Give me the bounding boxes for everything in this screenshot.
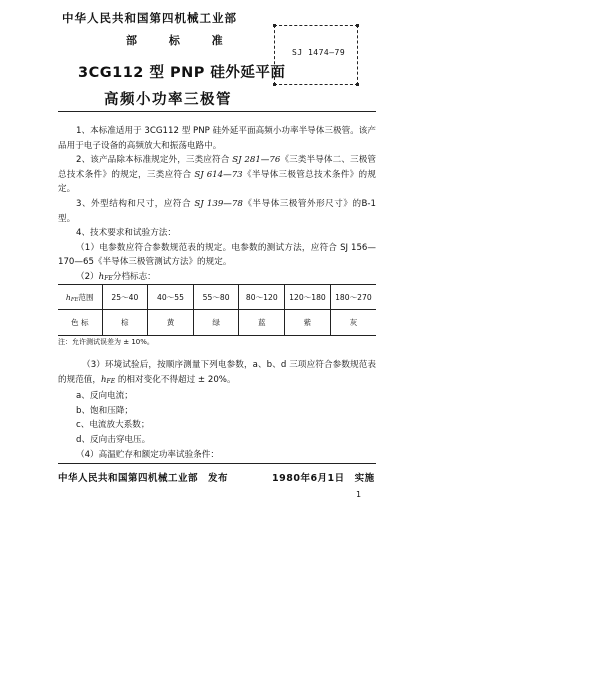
list-item: d、反向击穿电压。 — [76, 434, 151, 445]
document-title-line2: 高频小功率三极管 — [104, 92, 232, 108]
table-cell: 55～80 — [193, 285, 239, 310]
footer-divider — [58, 463, 376, 464]
issuer: 中华人民共和国第四机械工业部 发布 — [58, 473, 229, 484]
clause-4: 4、技术要求和试验方法： — [76, 228, 176, 239]
table-row — [58, 310, 376, 336]
table-cell: 180～270 — [330, 285, 376, 310]
list-item: a、反向电流； — [76, 391, 133, 402]
list-item: b、饱和压降； — [76, 405, 134, 416]
ministry-name: 中华人民共和国第四机械工业部 — [62, 11, 237, 25]
table-note: 注：允许测试误差为 ± 10%。 — [58, 338, 154, 346]
table-cell: 灰 — [330, 310, 376, 336]
table-cell: 蓝 — [239, 310, 285, 336]
table-cell: 棕 — [102, 310, 148, 336]
standard-code-box — [274, 25, 358, 85]
document-body — [58, 124, 376, 287]
table-cell: 绿 — [193, 310, 239, 336]
document-body-continued — [58, 358, 376, 462]
table-cell: 40～55 — [148, 285, 194, 310]
table-header-cell: 色 标 — [58, 310, 102, 336]
table-header-cell: hFE范围 — [58, 285, 102, 310]
implementation-date: 1980年6月1日 实施 — [272, 473, 375, 484]
clause-4-2: （2）hFE分档标志： — [76, 271, 156, 282]
clause-1: 1、本标准适用于 3CG112 型 PNP 硅外延平面高频小功率半导体三极管。该产品用于电子设备的高频放大和振荡电路中。 — [58, 126, 376, 151]
clause-4-1: （1）电参数应符合参数规范表的规定。电参数的测试方法，应符合 SJ 156—170—65《半导体三极管测试方法》的规定。 — [58, 242, 376, 268]
hfe-classification-table — [58, 284, 376, 336]
table-cell: 25～40 — [102, 285, 148, 310]
list-item: c、电流放大系数； — [76, 420, 150, 431]
clause-2: 2、该产品除本标准规定外，三类应符合 SJ 281—76《三类半导体二、三极管总技术条件》的规定，三类应符合 SJ 614—73《半导体三极管总技术条件》的规定。 — [58, 155, 376, 195]
table-cell: 80～120 — [239, 285, 285, 310]
page-number: 1 — [356, 490, 362, 499]
clause-3: 3、外型结构和尺寸，应符合 SJ 139—78《半导体三极管外形尺寸》的B-1型。 — [58, 198, 377, 224]
standard-type: 部 标 准 — [126, 34, 224, 47]
table-cell: 黄 — [148, 310, 194, 336]
clause-4-4: （4）高温贮存和额定功率试验条件： — [76, 449, 219, 460]
document-title-line1: 3CG112 型 PNP 硅外延平面 — [78, 65, 286, 81]
header-divider — [58, 111, 376, 112]
table-row — [58, 285, 376, 310]
standard-code: SJ 1474—79 — [292, 48, 346, 57]
clause-4-3: （3）环境试验后，按顺序测量下列电参数，a、b、d 三项应符合参数规范表的规范值，hFE 的相对变化不得超过 ± 20%。 — [58, 360, 376, 385]
table-cell: 120～180 — [285, 285, 331, 310]
table-cell: 紫 — [285, 310, 331, 336]
